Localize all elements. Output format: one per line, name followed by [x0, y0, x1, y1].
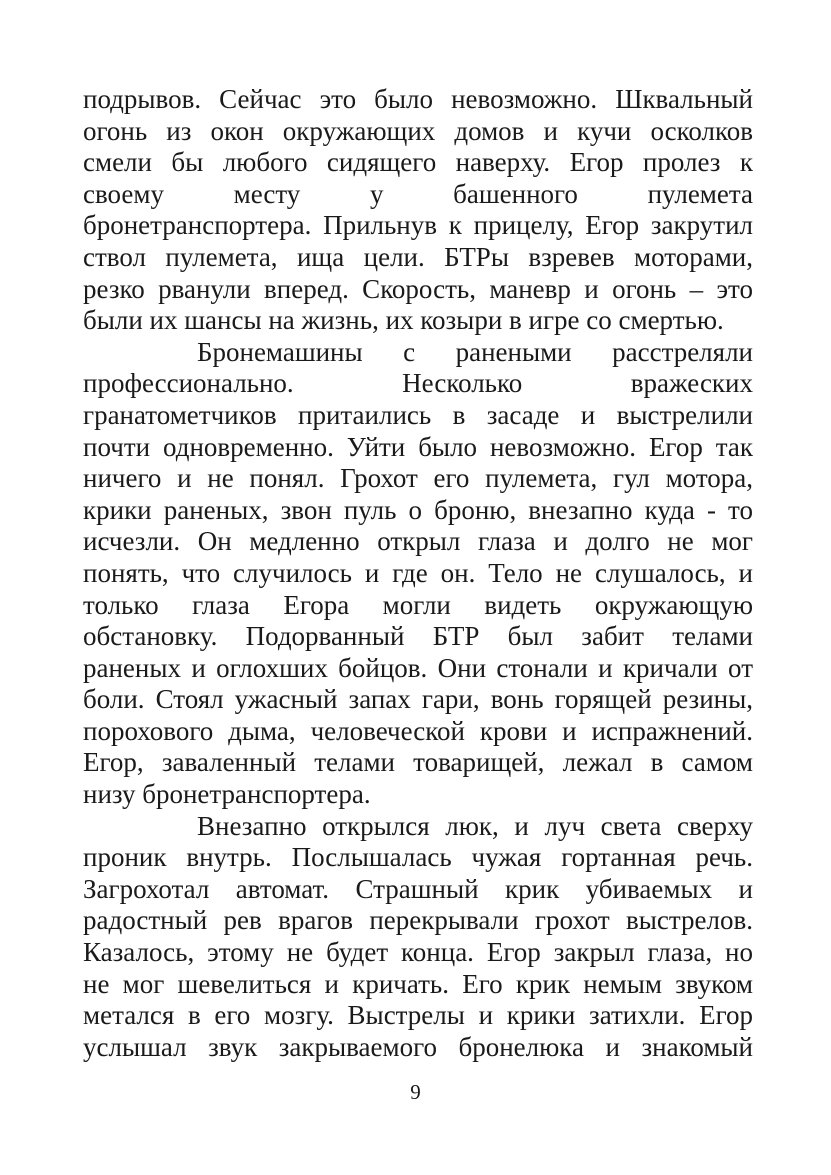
text-line: понять, что случилось и где он. Тело не слушалось, и — [83, 557, 753, 588]
body-text — [83, 84, 753, 1063]
text-line: порохового дыма, человеческой крови и испражнений. — [83, 715, 753, 746]
text-line: бронетранспортера. Прильнув к прицелу, Егор закрутил — [83, 210, 753, 241]
text-line: крики раненых, звон пуль о броню, внезапно куда - то — [83, 494, 753, 525]
text-line: Бронемашины с ранеными расстреляли — [197, 336, 753, 367]
paragraph-1 — [83, 84, 753, 337]
text-line: радостный рев врагов перекрывали грохот выстрелов. — [83, 905, 753, 936]
text-line: ствол пулемета, ища цели. БТРы взревев моторами, — [83, 241, 753, 272]
text-line: Внезапно открылся люк, и луч света сверху — [197, 810, 753, 841]
page-number: 9 — [410, 1080, 421, 1104]
text-line: раненых и оглохших бойцов. Они стонали и кричали от — [83, 652, 753, 683]
text-line: обстановку. Подорванный БТР был забит телами — [83, 621, 753, 652]
text-line: почти одновременно. Уйти было невозможно. Егор так — [83, 431, 753, 462]
text-line: метался в его мозгу. Выстрелы и крики затихли. Егор — [83, 1000, 753, 1031]
paragraph-2 — [83, 337, 753, 811]
text-line: не мог шевелиться и кричать. Его крик немым звуком — [83, 968, 753, 999]
text-line: боли. Стоял ужасный запах гари, вонь горящей резины, — [83, 684, 753, 715]
text-line: огонь из окон окружающих домов и кучи осколков — [83, 115, 753, 146]
text-line: были их шансы на жизнь, их козыри в игре со смертью. — [83, 305, 724, 336]
text-line: ничего и не понял. Грохот его пулемета, гул мотора, — [83, 463, 753, 494]
text-line: услышал звук закрываемого бронелюка и знакомый — [83, 1031, 753, 1062]
text-line: исчезли. Он медленно открыл глаза и долго не мог — [83, 526, 753, 557]
text-line: гранатометчиков притаились в засаде и выстрелили — [83, 399, 753, 430]
text-line: своему месту у башенного пулемета — [83, 178, 753, 209]
text-line: Казалось, этому не будет конца. Егор закрыл глаза, но — [83, 937, 753, 968]
text-line: смели бы любого сидящего наверху. Егор пролез к — [83, 147, 753, 178]
text-line: только глаза Егора могли видеть окружающую — [83, 589, 753, 620]
text-line: подрывов. Сейчас это было невозможно. Шквальный — [83, 84, 753, 114]
text-line: Загрохотал автомат. Страшный крик убиваемых и — [83, 873, 753, 904]
text-line: профессионально. Несколько вражеских — [83, 368, 753, 399]
text-line: резко рванули вперед. Скорость, маневр и огонь – это — [83, 273, 753, 304]
text-line: Егор, заваленный телами товарищей, лежал в самом — [83, 747, 753, 778]
paragraph-3 — [83, 811, 753, 1064]
text-line: проник внутрь. Послышалась чужая гортанная речь. — [83, 842, 753, 873]
text-line: низу бронетранспортера. — [83, 779, 371, 810]
